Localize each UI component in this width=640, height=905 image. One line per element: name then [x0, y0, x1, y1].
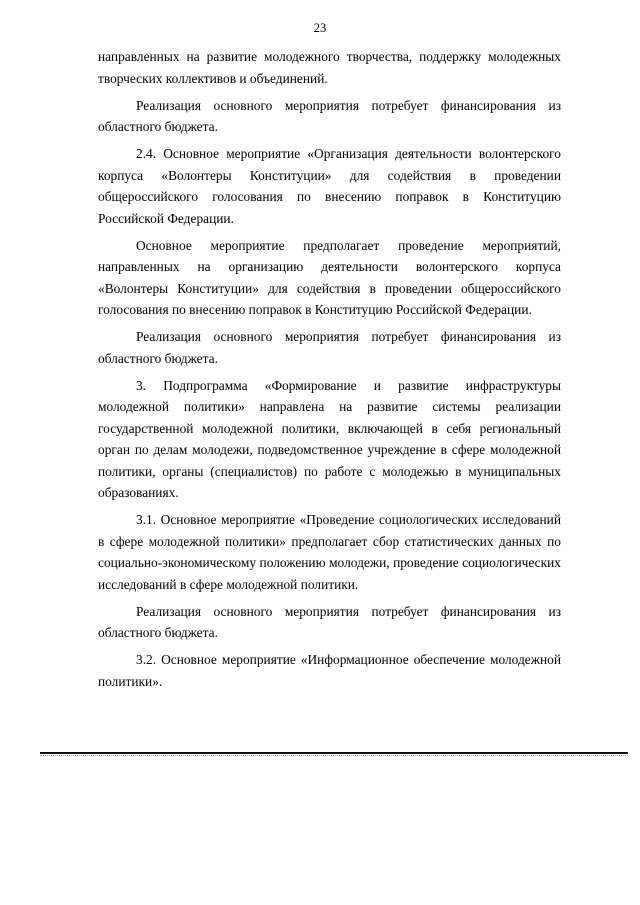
document-body — [98, 46, 561, 698]
paragraph-subprogram-3: 3. Подпрограмма «Формирование и развитие инфраструктуры молодежной политики» направлена на развитие системы реализации государственной молодежной политики, включающей в себя региональный орган по делам молодежи, подведомственное учреждение в сфере молодежной политики, органы (специалистов) по работе с молодежью в муниципальных образованиях. — [98, 377, 561, 500]
paragraph-3-2: 3.2. Основное мероприятие «Информационное обеспечение молодежной политики». — [98, 652, 561, 689]
paragraph-funding: Реализация основного мероприятия потребует финансирования из областного бюджета. — [98, 603, 561, 640]
paragraph-funding: Реализация основного мероприятия потребует финансирования из областного бюджета. — [98, 329, 561, 366]
footer-divider — [40, 752, 628, 754]
paragraph-funding: Реализация основного мероприятия потребует финансирования из областного бюджета. — [98, 97, 561, 134]
page-number: 23 — [313, 21, 327, 35]
paragraph-continuation: направленных на развитие молодежного творчества, поддержку молодежных творческих коллективов и объединений. — [98, 49, 561, 86]
paragraph-3-1: 3.1. Основное мероприятие «Проведение социологических исследований в сфере молодежной политики» предполагает сбор статистических данных по социально-экономическому положению молодежи, проведение социологических исследований в сфере молодежной политики. — [98, 512, 561, 592]
paragraph-2-4-description: Основное мероприятие предполагает проведение мероприятий, направленных на организацию деятельности волонтерского корпуса «Волонтеры Конституции» для содействия в проведении общероссийского голосования по внесению поправок в Конституцию Российской Федерации. — [98, 237, 561, 317]
paragraph-2-4-heading: 2.4. Основное мероприятие «Организация деятельности волонтерского корпуса «Волонтеры Конституции» для содействия в проведении общероссийского голосования по внесению поправок в Конституцию Российской Федерации. — [98, 146, 561, 226]
